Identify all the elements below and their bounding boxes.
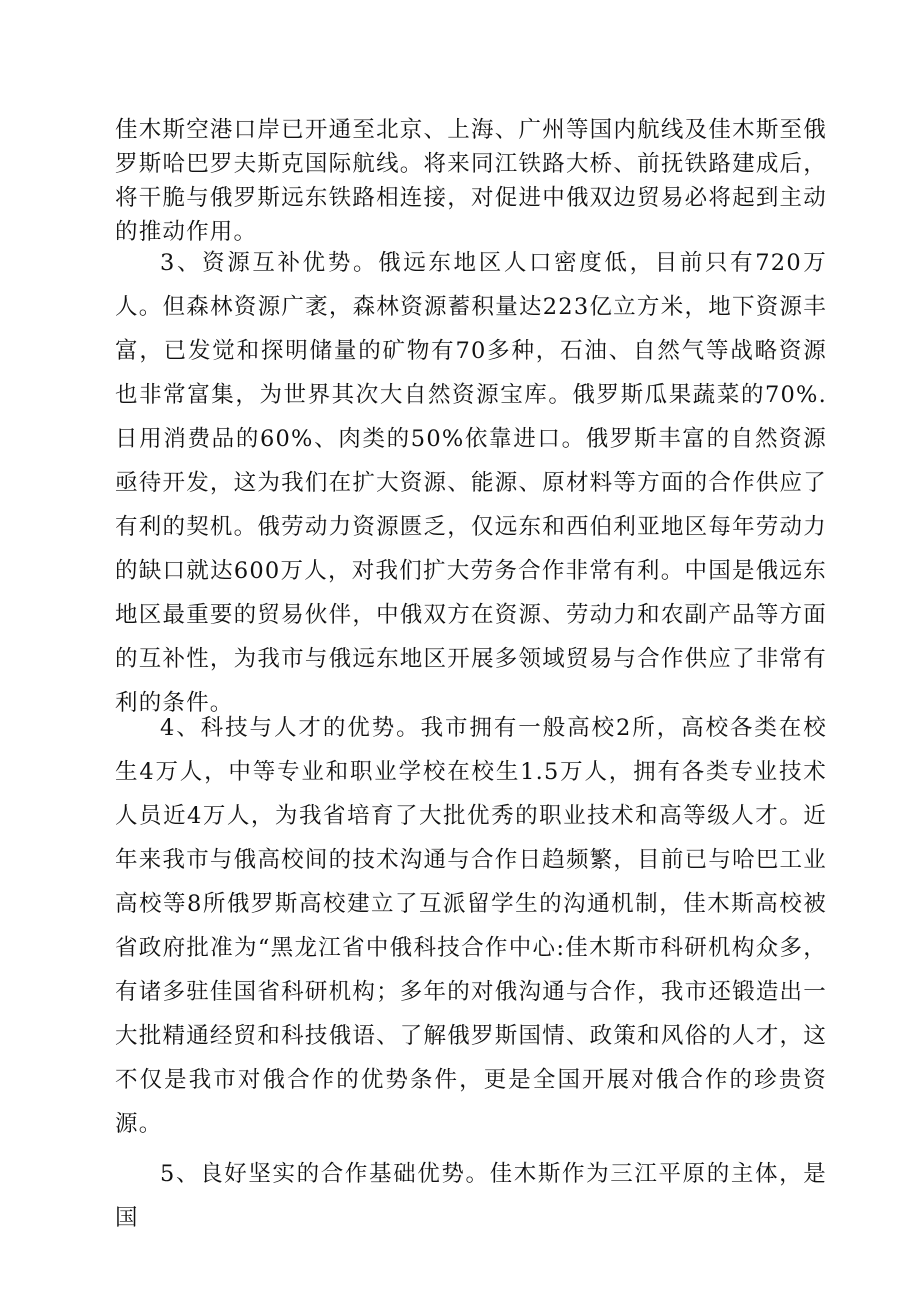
- paragraph-resource-complementarity: 3、资源互补优势。俄远东地区人口密度低，目前只有720万人。但森林资源广袤，森林资源蓄积量达223亿立方米，地下资源丰富，已发觉和探明储量的矿物有70多种，石油、自然气等战略资源也非常富集，为世界其次大自然资源宝库。俄罗斯瓜果蔬菜的70%.日用消费品的60%、肉类的50%依靠进口。俄罗斯丰富的自然资源亟待开发，这为我们在扩大资源、能源、原材料等方面的合作供应了有利的契机。俄劳动力资源匮乏，仅远东和西伯利亚地区每年劳动力的缺口就达600万人，对我们扩大劳务合作非常有利。中国是俄远东地区最重要的贸易伙伴，中俄双方在资源、劳动力和农副产品等方面的互补性，为我市与俄远东地区开展多领域贸易与合作供应了非常有利的条件。: [115, 250, 827, 716]
- paragraph-technology-talent: 4、科技与人才的优势。我市拥有一般高校2所，高校各类在校生4万人，中等专业和职业学校在校生1.5万人，拥有各类专业技术人员近4万人，为我省培育了大批优秀的职业技术和高等级人才。近年来我市与俄高校间的技术沟通与合作日趋频繁，目前已与哈巴工业高校等8所俄罗斯高校建立了互派留学生的沟通机制，佳木斯高校被省政府批准为“黑龙江省中俄科技合作中心:佳木斯市科研机构众多，有诸多驻佳国省科研机构；多年的对俄沟通与合作，我市还锻造出一大批精通经贸和科技俄语、了解俄罗斯国情、政策和风俗的人才，这不仅是我市对俄合作的优势条件，更是全国开展对俄合作的珍贵资源。: [115, 715, 827, 1137]
- paragraph-cooperation-foundation: 5、良好坚实的合作基础优势。佳木斯作为三江平原的主体，是国: [115, 1161, 827, 1231]
- paragraph-airport-routes: 佳木斯空港口岸已开通至北京、上海、广州等国内航线及佳木斯至俄罗斯哈巴罗夫斯克国际航线。将来同江铁路大桥、前抚铁路建成后，将干脆与俄罗斯远东铁路相连接，对促进中俄双边贸易必将起到主动的推动作用。: [115, 117, 827, 245]
